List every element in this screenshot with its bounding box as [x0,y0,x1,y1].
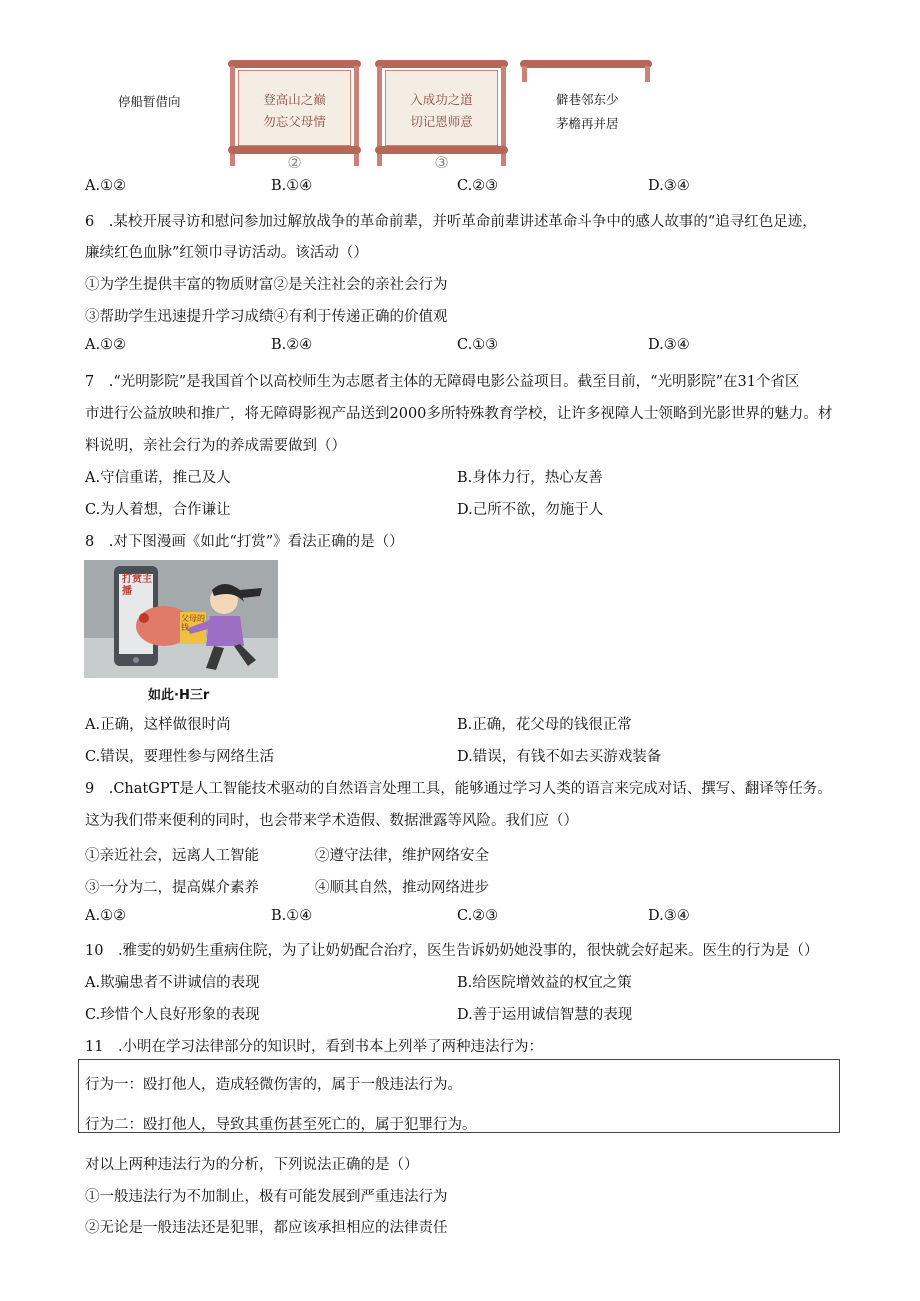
scroll-image-3 [375,60,508,172]
q9-item-3: ③一分为二，提高媒介素养 [85,880,259,896]
scroll-3-number: ③ [434,153,449,172]
q8-option-c[interactable]: C.错误，要理性参与网络生活 [85,749,275,765]
q8-stem: 8 .对下图漫画《如此“打赏”》看法正确的是（） [85,534,404,550]
q10-option-b[interactable]: B.给医院增效益的权宜之策 [457,975,632,991]
q9-item-4: ④顺其自然，推动网络进步 [315,880,489,896]
q9-option-b[interactable]: B.①④ [271,908,313,924]
q6-option-b[interactable]: B.②④ [271,337,313,353]
q9-option-a[interactable]: A.①② [85,908,127,924]
q7-option-d[interactable]: D.己所不欲，勿施于人 [457,502,604,518]
scroll-image-2 [228,60,361,172]
q11-item-1: ①一般违法行为不加制止，极有可能发展到严重违法行为 [85,1189,448,1205]
q11-item-2: ②无论是一般违法还是犯罪，都应该承担相应的法律责任 [85,1220,448,1236]
q7-stem-line2: 市进行公益放映和推广，将无障碍影视产品送到2000多所特殊教育学校，让许多视障人士领略到光影世界的魅力。材 [85,406,833,422]
q7-stem-line1: 7 .“光明影院”是我国首个以高校师生为志愿者主体的无障碍电影公益项目。截至目前，“光明影院”在31个省区 [85,374,800,390]
q5-option-a[interactable]: A.①② [85,178,127,194]
scroll-2-line1: 登高山之巅 [263,92,326,107]
q10-stem: 10 .雅雯的奶奶生重病住院，为了让奶奶配合治疗，医生告诉奶奶她没事的，很快就会好起来。医生的行为是（） [85,943,819,959]
q6-stem-line2: 廉续红色血脉”红领巾寻访活动。该活动（） [85,245,368,261]
q6-option-d[interactable]: D.③④ [648,337,690,353]
q9-option-c[interactable]: C.②③ [457,908,499,924]
q11-box-line2: 行为二：殴打他人，导致其重伤甚至死亡的，属于犯罪行为。 [85,1117,477,1133]
figure-label-right-2: 茅檐再并居 [556,116,619,131]
q11-stem: 11 .小明在学习法律部分的知识时，看到书本上列举了两种违法行为： [85,1039,544,1055]
q5-option-c[interactable]: C.②③ [457,178,499,194]
q6-option-c[interactable]: C.①③ [457,337,499,353]
q9-option-d[interactable]: D.③④ [648,908,690,924]
q8-cartoon [84,560,278,678]
scroll-3-line1: 入成功之道 [410,92,473,107]
q7-option-b[interactable]: B.身体力行，热心友善 [457,470,603,486]
q7-option-a[interactable]: A.守信重诺，推己及人 [85,470,231,486]
q6-item-line2: ③帮助学生迅速提升学习成绩④有利于传递正确的价值观 [85,309,448,325]
q8-option-a[interactable]: A.正确，这样做很时尚 [85,717,231,733]
q9-item-1: ①亲近社会，远离人工智能 [85,848,259,864]
q8-option-b[interactable]: B.正确，花父母的钱很正常 [457,717,632,733]
q5-option-b[interactable]: B.①④ [271,178,313,194]
q9-stem-line2: 这为我们带来便利的同时，也会带来学术造假、数据泄露等风险。我们应（） [85,813,578,829]
scroll-2-number: ② [287,153,302,172]
q9-item-2: ②遵守法律，维护网络安全 [315,848,489,864]
q6-stem-line1: 6 .某校开展寻访和慰问参加过解放战争的革命前辈，并听革命前辈讲述革命斗争中的感人故事的“追寻红色足迹， [85,214,817,230]
q10-option-c[interactable]: C.珍惜个人良好形象的表现 [85,1007,260,1023]
q10-option-d[interactable]: D.善于运用诚信智慧的表现 [457,1007,633,1023]
scroll-image-4-top [520,60,652,82]
q11-box-line1: 行为一：殴打他人，造成轻微伤害的，属于一般违法行为。 [85,1077,462,1093]
q8-option-d[interactable]: D.错误，有钱不如去买游戏装备 [457,749,662,765]
scroll-3-line2: 切记恩师意 [410,114,473,129]
q8-cartoon-caption: 如此·H三r [148,688,210,703]
figure-label-left: 停船暂借向 [118,94,181,109]
q11-ask: 对以上两种违法行为的分析，下列说法正确的是（） [85,1157,419,1173]
q6-item-line1: ①为学生提供丰富的物质财富②是关注社会的亲社会行为 [85,277,448,293]
q10-option-a[interactable]: A.欺骗患者不讲诚信的表现 [85,975,260,991]
q6-option-a[interactable]: A.①② [85,337,127,353]
scroll-2-line2: 勿忘父母情 [263,114,326,129]
q7-stem-line3: 料说明，亲社会行为的养成需要做到（） [85,438,346,454]
q9-stem-line1: 9 .ChatGPT是人工智能技术驱动的自然语言处理工具，能够通过学习人类的语言来完成对话、撰写、翻译等任务。 [85,781,832,797]
cartoon-bag-text: 父母的钱 [181,614,205,632]
cartoon-phone-text: 打赏主播 [122,574,152,597]
figure-label-right-1: 僻巷邻东少 [556,92,619,107]
q5-option-d[interactable]: D.③④ [648,178,690,194]
q7-option-c[interactable]: C.为人着想，合作谦让 [85,502,231,518]
